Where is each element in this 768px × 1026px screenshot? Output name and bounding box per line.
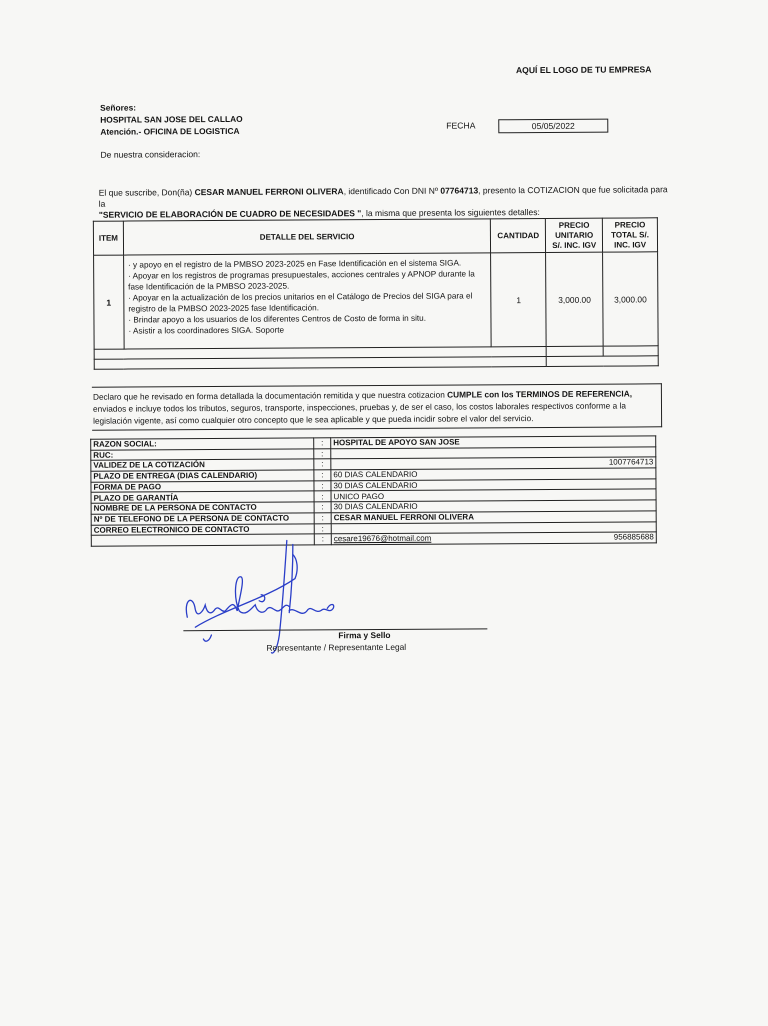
info-value: HOSPITAL DE APOYO SAN JOSE <box>331 436 656 449</box>
table-row <box>94 252 659 349</box>
info-colon: : <box>314 459 331 470</box>
info-colon: : <box>314 523 331 534</box>
detail-line: · Apoyar en la actualización de los precios unitarios en el Catálogo de Precios del SIGA para el registro de la PMBSO 2023-2025 fase Identificación. <box>128 291 473 314</box>
declaration-paragraph <box>92 383 662 430</box>
addressee-salutation: Señores: <box>100 102 137 113</box>
representative-caption: Representante / Representante Legal <box>266 641 407 653</box>
empty-cell <box>546 346 603 356</box>
declaration-text-1: Declaro que he revisado en forma detallada la documentación remitida y que nuestra cotizacion <box>92 389 448 402</box>
addressee-block <box>100 101 243 138</box>
service-table <box>93 217 659 369</box>
row-item-number: 1 <box>94 255 124 349</box>
table-empty-row <box>94 356 658 369</box>
signer-dni: 07764713 <box>440 185 479 196</box>
empty-cell <box>546 356 658 367</box>
info-colon: : <box>314 513 331 524</box>
info-value <box>331 532 656 545</box>
service-name: "SERVICIO DE ELABORACIÓN DE CUADRO DE NECESIDADES " <box>98 208 362 220</box>
declaration-compliance: CUMPLE con los TERMINOS DE REFERENCIA, <box>447 388 633 400</box>
header-unit-price-line-1: PRECIO <box>558 220 590 230</box>
info-value: UNICO PAGO <box>331 489 656 502</box>
header-unit-price <box>546 218 603 252</box>
header-total-price-line-2: TOTAL S/. <box>611 229 649 240</box>
detail-line: · y apoyo en el registro de la PMBSO 2023-2025 en Fase Identificación en el sistema SIGA. <box>128 258 462 270</box>
signature-icon <box>175 538 356 659</box>
signature-caption: Firma y Sello <box>338 629 391 641</box>
header-total-price-line-1: PRECIO <box>614 219 646 230</box>
info-label: PLAZO DE ENTREGA (DIAS CALENDARIO) <box>91 470 314 482</box>
intro-text-3: , presento la COTIZACION que fue solicitada para la <box>98 184 668 209</box>
info-label: RUC: <box>91 449 314 461</box>
info-label: CORREO ELECTRONICO DE CONTACTO <box>91 523 314 535</box>
info-label: RAZON SOCIAL: <box>91 438 314 450</box>
info-value: 30 DIAS CALENDARIO <box>331 479 656 492</box>
service-table-header <box>93 218 657 255</box>
header-quantity: CANTIDAD <box>491 218 546 252</box>
empty-cell <box>94 356 546 369</box>
info-colon: : <box>314 448 331 459</box>
addressee-hospital: HOSPITAL SAN JOSE DEL CALLAO <box>100 113 243 125</box>
intro-text-4: , la misma que presenta los siguientes detalles: <box>361 207 540 219</box>
info-label: NOMBRE DE LA PERSONA DE CONTACTO <box>91 502 314 514</box>
info-colon: : <box>314 491 331 502</box>
info-colon: : <box>314 534 331 545</box>
addressee-attention: Atención.- OFICINA DE LOGISTICA <box>100 125 240 137</box>
info-label: FORMA DE PAGO <box>91 481 314 493</box>
header-item: ITEM <box>93 221 123 255</box>
row-detail <box>123 253 491 349</box>
detail-line: · Asistir a los coordinadores SIGA. Soporte <box>128 325 285 336</box>
row-unit-price: 3,000.00 <box>546 252 603 346</box>
row-quantity: 1 <box>491 252 546 346</box>
info-colon: : <box>314 438 331 449</box>
info-value: CESAR MANUEL FERRONI OLIVERA <box>331 511 656 524</box>
signer-name: CESAR MANUEL FERRONI OLIVERA <box>194 186 344 198</box>
header-unit-price-line-3: S/. INC. IGV <box>552 240 597 250</box>
greeting: De nuestra consideracion: <box>100 149 201 160</box>
contact-phone: 956885688 <box>613 532 654 542</box>
supplier-info-table <box>90 435 657 546</box>
info-colon: : <box>314 481 331 492</box>
header-total-price-line-3: INC. IGV <box>614 239 647 250</box>
date-label: FECHA <box>446 120 476 131</box>
info-label: VALIDEZ DE LA COTIZACIÓN <box>91 459 314 471</box>
intro-text-2: , identificado Con DNI Nº <box>343 185 441 197</box>
intro-paragraph <box>99 184 669 220</box>
intro-text-1: El que suscribe, Don(ña) <box>98 187 195 198</box>
contact-email[interactable]: cesare19676@hotmail.com <box>333 533 432 544</box>
empty-cell <box>603 346 658 356</box>
declaration-text-2: enviados e incluye todos los tributos, seguros, transporte, inspecciones, pruebas y, de ser el caso, los costos laborales respectivos conforme a la legislación vigente, así como cualquier otro concepto que le sea aplicable y que pueda incidir sobre el valor del servicio. <box>92 400 627 426</box>
header-total-price <box>602 218 657 252</box>
info-colon: : <box>314 470 331 481</box>
header-unit-price-line-2: UNITARIO <box>555 230 594 240</box>
row-total-price: 3,000.00 <box>603 252 658 346</box>
detail-line: · Brindar apoyo a los usuarios de los diferentes Centros de Costo de forma in situ. <box>128 313 427 325</box>
logo-placeholder-note: AQUÍ EL LOGO DE TU EMPRESA <box>515 64 652 76</box>
info-value: 30 DIAS CALENDARIO <box>331 500 656 513</box>
info-value: 1007764713 <box>331 457 656 470</box>
info-value: 60 DIAS CALENDARIO <box>331 468 656 481</box>
header-detail: DETALLE DEL SERVICIO <box>123 219 491 255</box>
info-colon: : <box>314 502 331 513</box>
detail-line: · Apoyar en los registros de programas presupuestales, acciones centrales y APNOP durante la fase Identificación de la PMBSO 2023-2025. <box>128 269 475 292</box>
date-value: 05/05/2022 <box>498 119 608 134</box>
info-label: Nº DE TELEFONO DE LA PERSONA DE CONTACTO <box>91 513 314 525</box>
info-label: PLAZO DE GARANTÍA <box>91 491 314 503</box>
